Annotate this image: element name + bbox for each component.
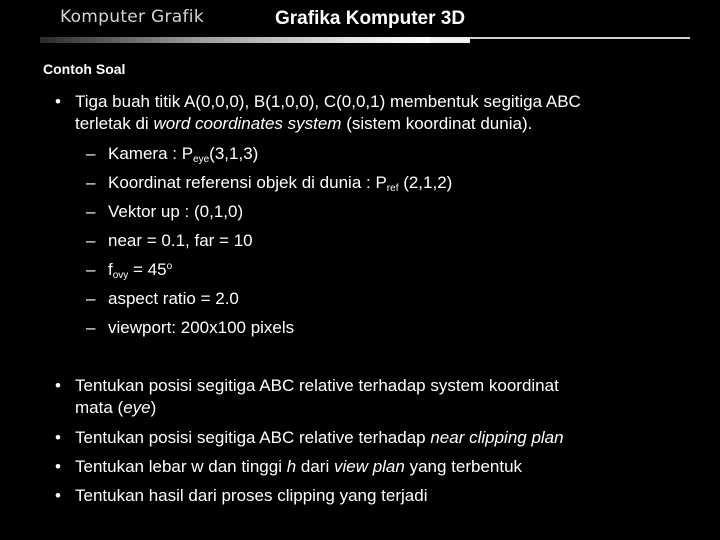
bullet-icon: • [55,92,61,111]
text: viewport: 200x100 pixels [108,318,295,337]
bullet-icon: • [55,457,61,476]
superscript: o [166,261,173,272]
text: Tentukan posisi segitiga ABC relative terhadap [75,428,431,447]
bullet-triangle-line2 [75,113,695,135]
bullet-icon: • [55,428,61,447]
sub-item-reference [86,172,453,194]
task-eye-line2 [75,397,695,419]
dash-icon: – [86,318,96,337]
bullet-triangle-line1: Tiga buah titik A(0,0,0), B(1,0,0), C(0,0,1) membentuk segitiga ABC [75,92,581,111]
sub-item-viewport [86,317,295,339]
section-label: Contoh Soal [43,61,126,77]
dash-icon: – [86,144,96,163]
sub-item-camera [86,143,259,165]
dash-icon: – [86,289,96,308]
text: aspect ratio = 2.0 [108,289,239,308]
title-underline-gradient [40,37,430,43]
subscript: ref [386,183,399,194]
text: Tentukan hasil dari proses clipping yang terjadi [75,486,428,505]
sub-item-up-vector [86,201,244,223]
dash-icon: – [86,173,96,192]
emphasis-text: near clipping plan [430,428,564,447]
text: Koordinat referensi objek di dunia : P [108,173,387,192]
text: ) [150,398,157,417]
slide-title: Grafika Komputer 3D [275,8,466,29]
sub-item-near-far [86,230,253,252]
subscript: ovy [112,270,129,281]
sub-item-aspect [86,288,239,310]
text: Kamera : P [108,144,194,163]
dash-icon: – [86,231,96,250]
emphasis-text: word coordinates system [153,114,342,133]
text: terletak di [75,114,154,133]
text: mata ( [75,398,124,417]
text: dari [296,457,334,476]
dash-icon: – [86,202,96,221]
text: Tentukan lebar w dan tinggi [75,457,287,476]
dash-icon: – [86,260,96,279]
course-title: Komputer Grafik [60,7,204,27]
sub-item-fovy [86,259,173,281]
emphasis-text: eye [123,398,151,417]
bullet-icon: • [55,376,61,395]
bullet-task-eye [55,375,695,419]
bullet-task-near-clipping [55,427,695,449]
task-eye-line1: Tentukan posisi segitiga ABC relative terhadap system koordinat [75,376,559,395]
text: (2,1,2) [398,173,453,192]
subscript: eye [193,154,210,165]
bullet-task-clipping-result [55,485,695,507]
title-underline [40,35,690,43]
title-underline-highlight [430,37,470,43]
text: (sistem koordinat dunia). [341,114,533,133]
emphasis-text: view plan [333,457,405,476]
title-underline-line [470,37,690,39]
text: = 45 [128,260,167,279]
text: Vektor up : (0,1,0) [108,202,244,221]
text: near = 0.1, far = 10 [108,231,253,250]
text: (3,1,3) [209,144,259,163]
bullet-icon: • [55,486,61,505]
text: yang terbentuk [404,457,523,476]
bullet-task-view-plan [55,456,695,478]
bullet-triangle [55,91,695,135]
emphasis-text: h [286,457,297,476]
text: f [108,260,113,279]
